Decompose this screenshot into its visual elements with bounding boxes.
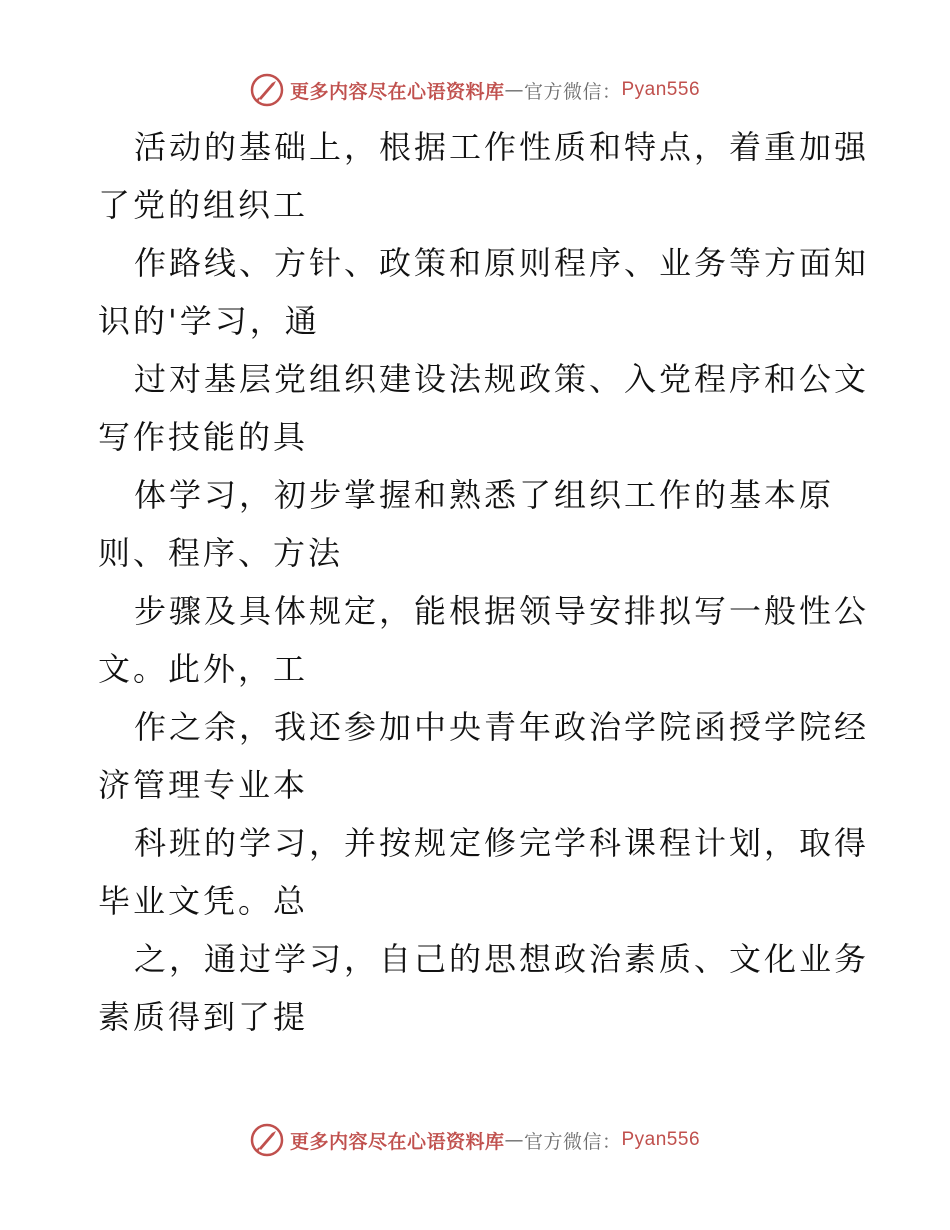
header-banner	[0, 72, 950, 108]
body-line: 则、程序、方法	[98, 534, 344, 572]
body-line: 科班的学习，并按规定修完学科课程计划，取得	[134, 824, 870, 862]
body-line: 素质得到了提	[98, 998, 309, 1036]
footer-banner-label: 官方微信：	[523, 1130, 622, 1153]
body-line: 过对基层党组织建设法规政策、入党程序和公文	[134, 360, 870, 398]
header-banner-main: 更多内容尽在心语资料库	[289, 80, 505, 103]
footer-banner-separator: —	[504, 1129, 524, 1151]
body-line: 之，通过学习，自己的思想政治素质、文化业务	[134, 940, 870, 978]
footer-banner-text	[290, 1127, 700, 1154]
body-line: 文。此外，工	[98, 650, 309, 688]
body-line: 写作技能的具	[98, 418, 309, 456]
header-banner-text	[290, 77, 700, 104]
body-line: 了党的组织工	[98, 186, 309, 224]
footer-banner	[0, 1122, 950, 1158]
body-line: 活动的基础上，根据工作性质和特点，着重加强	[134, 128, 870, 166]
body-line: 毕业文凭。总	[98, 882, 309, 920]
body-line: 作路线、方针、政策和原则程序、业务等方面知	[134, 244, 870, 282]
header-banner-separator: —	[504, 79, 524, 101]
quill-logo-icon	[250, 73, 284, 107]
body-line: 步骤及具体规定，能根据领导安排拟写一般性公	[134, 592, 870, 630]
body-line: 体学习，初步掌握和熟悉了组织工作的基本原	[134, 476, 835, 514]
footer-banner-wechat-id: Pyan556	[621, 1129, 701, 1150]
footer-banner-main: 更多内容尽在心语资料库	[289, 1130, 505, 1153]
header-banner-label: 官方微信：	[523, 80, 622, 103]
body-line: 济管理专业本	[98, 766, 309, 804]
quill-logo-icon	[250, 1123, 284, 1157]
header-banner-wechat-id: Pyan556	[621, 79, 701, 100]
body-line: 作之余，我还参加中央青年政治学院函授学院经	[134, 708, 870, 746]
body-line: 识的'学习，通	[98, 302, 320, 340]
document-body	[98, 118, 868, 1046]
